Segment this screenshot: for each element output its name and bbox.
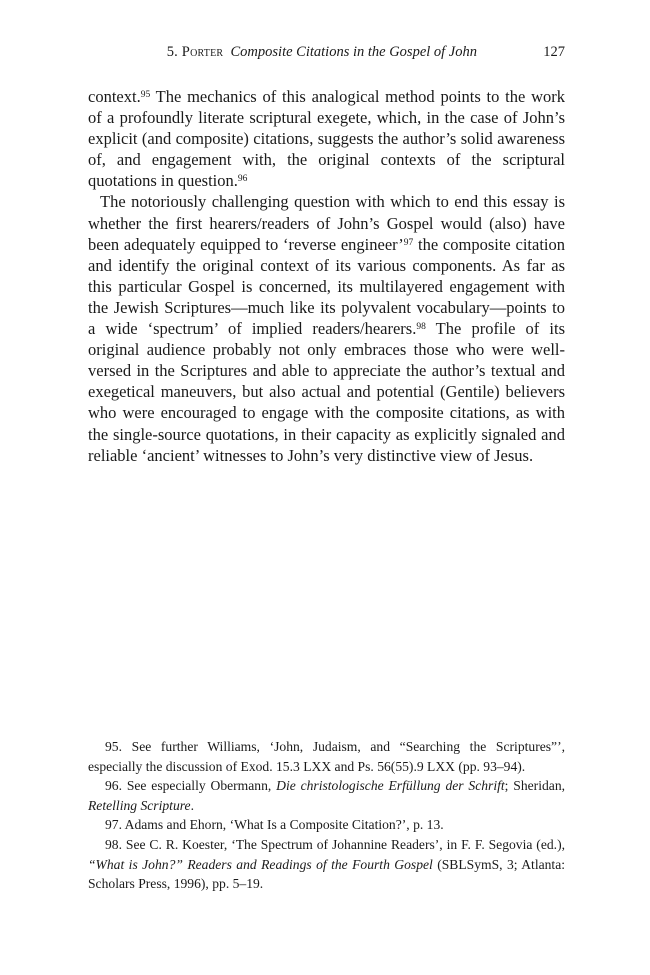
footnote-text: See C. R. Koester, ‘The Spectrum of Johannine Readers’, in F. F. Segovia (ed.),	[122, 836, 565, 852]
work-title: Composite Citations in the Gospel of John	[230, 44, 477, 60]
footnote-ref-96[interactable]: 96	[237, 174, 248, 185]
footnote-ref-95[interactable]: 95	[140, 90, 151, 100]
footnote-number: 95.	[105, 739, 122, 754]
footnote-title: Die christologische Erfüllung der Schrift	[276, 778, 505, 794]
footnote-text: (SBLSymS, 3; Atlanta: Scholars Press, 1996), pp. 5–19.	[88, 856, 566, 892]
footnote-text: See especially Obermann,	[122, 778, 277, 794]
p2-text-b: the composite citation and identify the original context of its various components. As far as this particular Gospel is concerned, its multilayered engagement with the Jewish Scriptures—much like its polyvalent vocabulary—points to a wide ‘spectrum’ of implied readers/hearers.	[88, 234, 565, 339]
footnote-ref-97[interactable]: 97	[403, 237, 414, 248]
footnote-95	[88, 737, 565, 776]
footnotes	[88, 737, 565, 894]
paragraph-2	[88, 191, 565, 465]
footnote-text: See further Williams, ‘John, Judaism, and “Searching the Scriptures”’, especially the discussion of Exod. 15.3 LXX and Ps. 56(55).9 LXX (pp. 93–94).	[88, 739, 565, 774]
footnote-96	[88, 776, 565, 815]
footnote-title: “What is John?” Readers and Readings of the Fourth Gospel	[88, 856, 433, 872]
paragraph-1	[88, 86, 565, 191]
footnote-97	[88, 815, 565, 835]
p2-text-c: The profile of its original audience probably not only embraces those who were well-versed in the Scriptures and able to appreciate the author’s textual and exegetical maneuvers, but also actual and potential (Gentile) believers who were encouraged to engage with the composite citations, as with the single-source quotations, in their capacity as explicitly signaled and reliable ‘ancient’ witnesses to John’s very distinctive view of Jesus.	[88, 319, 565, 465]
p1-text-b: The mechanics of this analogical method points to the work of a profoundly literate scriptural exegete, which, in the case of John’s explicit (and composite) citations, suggests the author’s solid awareness of, and engagement with, the original contexts of the scriptural quotations in question.	[88, 87, 565, 191]
footnote-number: 96.	[105, 778, 122, 794]
p2-text-a: The notoriously challenging question with which to end this essay is whether the first hearers/readers of John’s Gospel would (also) have been adequately equipped to ‘reverse engineer’	[88, 192, 565, 254]
footnote-text: .	[190, 797, 194, 813]
chapter-author: 5. Porter	[166, 44, 224, 60]
running-head	[88, 44, 565, 66]
page-number: 127	[543, 44, 565, 60]
footnote-title: Retelling Scripture	[88, 797, 191, 813]
footnote-text: ; Sheridan,	[504, 778, 566, 794]
p1-text-a: context.	[88, 87, 141, 106]
footnote-number: 98.	[105, 836, 122, 852]
running-head-title	[167, 44, 477, 61]
footnote-number: 97.	[105, 817, 122, 833]
footnote-ref-98[interactable]: 98	[416, 322, 426, 333]
footnote-98	[88, 835, 565, 894]
footnote-text: Adams and Ehorn, ‘What Is a Composite Citation?’, p. 13.	[122, 817, 444, 833]
body-text	[88, 86, 565, 466]
